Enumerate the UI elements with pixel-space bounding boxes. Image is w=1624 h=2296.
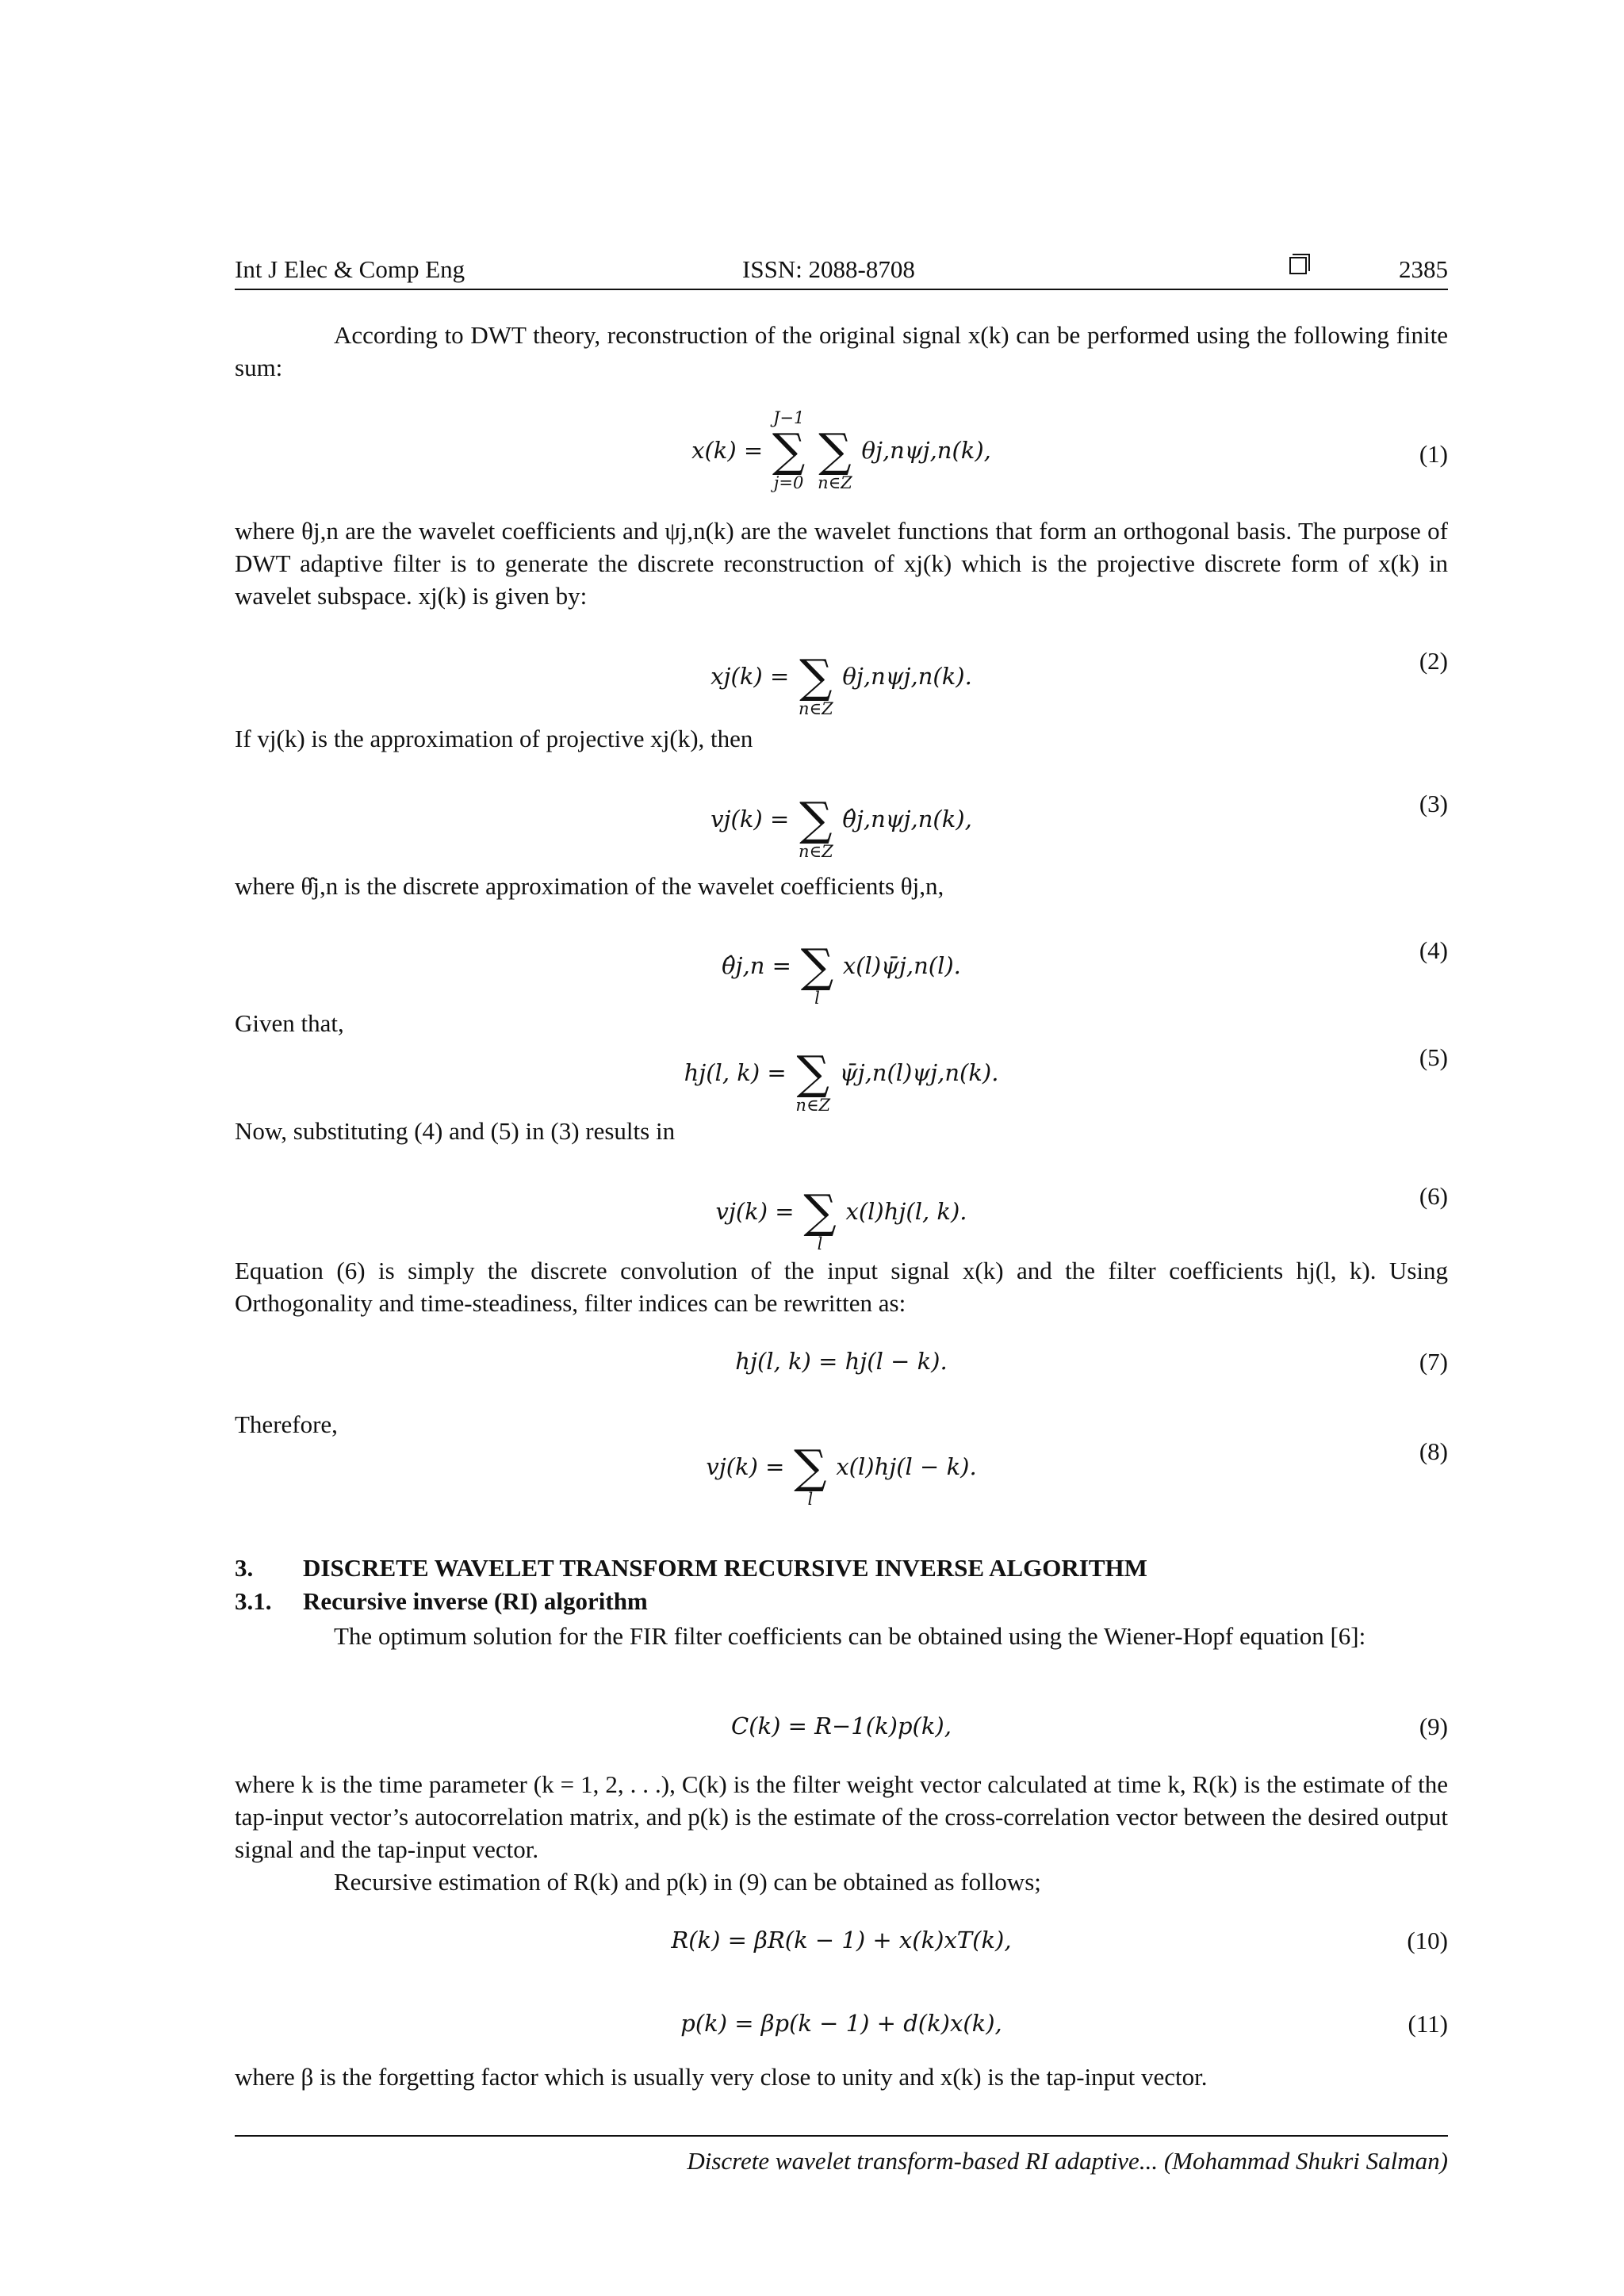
given-that: Given that, [235,1009,344,1037]
equation-10 [235,1927,1448,1958]
eq3-lhs: vj(k) = [710,806,790,832]
journal-name: Int J Elec & Comp Eng [235,255,465,283]
eq3-sum: ∑ n∈Z [799,792,833,861]
eq6-lhs: vj(k) = [715,1198,795,1225]
eq1-sum-lower-n: n∈Z [818,473,852,492]
paper-page [235,0,1448,2296]
equation-3 [235,777,1448,861]
paragraph-after-eq11: where β is the forgetting factor which is usually very close to unity and x(k) is the tap-input vector. [235,2063,1208,2091]
page-number: 2385 [1399,255,1448,283]
eq9-number: (9) [1419,1712,1448,1740]
eq6-sum-lower: l [817,1234,823,1253]
eq4-number: (4) [1419,936,1448,964]
eq5-sum-lower: n∈Z [795,1096,831,1115]
eq7-body: hj(l, k) = hj(l − k). [735,1348,948,1375]
eq3-number: (3) [1419,790,1448,817]
section-3-number: 3. [235,1554,254,1582]
issn: ISSN: 2088-8708 [742,255,915,283]
eq1-rhs: θj,nψj,n(k), [861,437,991,464]
eq1-lhs: x(k) = [691,437,764,464]
eq10-number: (10) [1407,1927,1448,1954]
header-rule [235,289,1448,290]
eq1-sum-j: J−1 ∑ j=0 [772,408,806,492]
eq5-number: (5) [1419,1043,1448,1071]
eq1-number: (1) [1419,440,1448,468]
eq2-number: (2) [1419,647,1448,675]
section-3-1-number: 3.1. [235,1587,272,1615]
equation-4 [235,924,1448,1008]
paragraph-after-eq3: where θ̂j,n is the discrete approximation of the wavelet coefficients θj,n, [235,872,944,900]
eq8-rhs: x(l)hj(l − k). [836,1453,977,1480]
eq2-sum-lower: n∈Z [799,699,833,718]
eq4-sum-lower: l [814,989,820,1008]
eq8-sum: ∑ l [794,1440,827,1509]
eq4-lhs: θ̂j,n = [722,952,791,979]
eq6-sum: ∑ l [803,1184,837,1253]
therefore: Therefore, [235,1410,338,1438]
eq1-sum-lower-j: j=0 [773,473,804,492]
eq11-number: (11) [1408,2010,1448,2038]
equation-11 [235,2010,1448,2042]
eq4-sum: ∑ l [800,939,834,1008]
equation-1 [235,408,1448,503]
equation-7 [235,1348,1448,1380]
eq6-number: (6) [1419,1182,1448,1210]
footer-rule [235,2135,1448,2137]
running-title: Discrete wavelet transform-based RI adaptive... (Mohammad Shukri Salman) [687,2147,1448,2175]
equation-8 [235,1425,1448,1509]
section-3-1-heading [235,1587,648,1616]
ri-intro-paragraph: The optimum solution for the FIR filter coefficients can be obtained using the Wiener-Hopf equation [6]: [334,1622,1366,1650]
section-3-1-title: Recursive inverse (RI) algorithm [303,1587,648,1615]
paragraph-after-eq9: where k is the time parameter (k = 1, 2, . . .), C(k) is the filter weight vector calculated at time k, R(k) is the estimate of the tap-input vector’s autocorrelation matrix, and p(k) is the estimate of the cross-correlation vector between the desired output signal and the tap-input vector. [235,1770,1448,1863]
paragraph-after-eq6: Equation (6) is simply the discrete convolution of the input signal x(k) and the filter coefficients hj(l, k). Using Orthogonality and time-steadiness, filter indices can be rewritten as: [235,1257,1448,1317]
eq5-sum: ∑ n∈Z [795,1046,831,1115]
section-3-title: DISCRETE WAVELET TRANSFORM RECURSIVE INVERSE ALGORITHM [303,1554,1147,1582]
eq8-sum-lower: l [807,1490,814,1509]
eq7-number: (7) [1419,1348,1448,1376]
now-substituting: Now, substituting (4) and (5) in (3) results in [235,1117,676,1145]
eq2-sum: ∑ n∈Z [799,649,833,718]
eq5-lhs: hj(l, k) = [684,1059,787,1086]
section-3-heading [235,1554,1147,1582]
eq1-sum-upper: J−1 [772,408,805,427]
eq4-rhs: x(l)ψ̄j,n(l). [842,952,961,979]
recursive-estimation-paragraph: Recursive estimation of R(k) and p(k) in (9) can be obtained as follows; [334,1868,1041,1896]
equation-2 [235,634,1448,718]
eq9-body: C(k) = R−1(k)p(k), [731,1712,952,1739]
eq6-rhs: x(l)hj(l, k). [845,1198,967,1225]
box-icon [1289,257,1307,274]
eq2-lhs: xj(k) = [710,663,790,690]
eq1-sum-n: ∑ n∈Z [818,423,852,492]
intro-paragraph: According to DWT theory, reconstruction of the original signal x(k) can be performed using the following finite sum: [235,321,1448,381]
eq8-lhs: vj(k) = [706,1453,785,1480]
paragraph-after-eq1: where θj,n are the wavelet coefficients and ψj,n(k) are the wavelet functions that form an orthogonal basis. The purpose of DWT adaptive filter is to generate the discrete reconstruction of xj(k) which is the projective discrete form of x(k) in wavelet subspace. xj(k) is given by: [235,517,1448,610]
eq10-body: R(k) = βR(k − 1) + x(k)xT(k), [671,1927,1012,1954]
eq3-sum-lower: n∈Z [799,842,833,861]
eq11-body: p(k) = βp(k − 1) + d(k)x(k), [680,2010,1002,2037]
equation-9 [235,1712,1448,1744]
paragraph-after-eq2: If vj(k) is the approximation of projective xj(k), then [235,725,753,752]
eq5-rhs: ψ̄j,n(l)ψj,n(k). [839,1059,999,1086]
eq2-rhs: θj,nψj,n(k). [842,663,972,690]
eq3-rhs: θ̂j,nψj,n(k), [842,806,972,832]
eq8-number: (8) [1419,1437,1448,1465]
page-header [235,252,1448,289]
equation-6 [235,1169,1448,1253]
equation-5 [235,1031,1448,1115]
